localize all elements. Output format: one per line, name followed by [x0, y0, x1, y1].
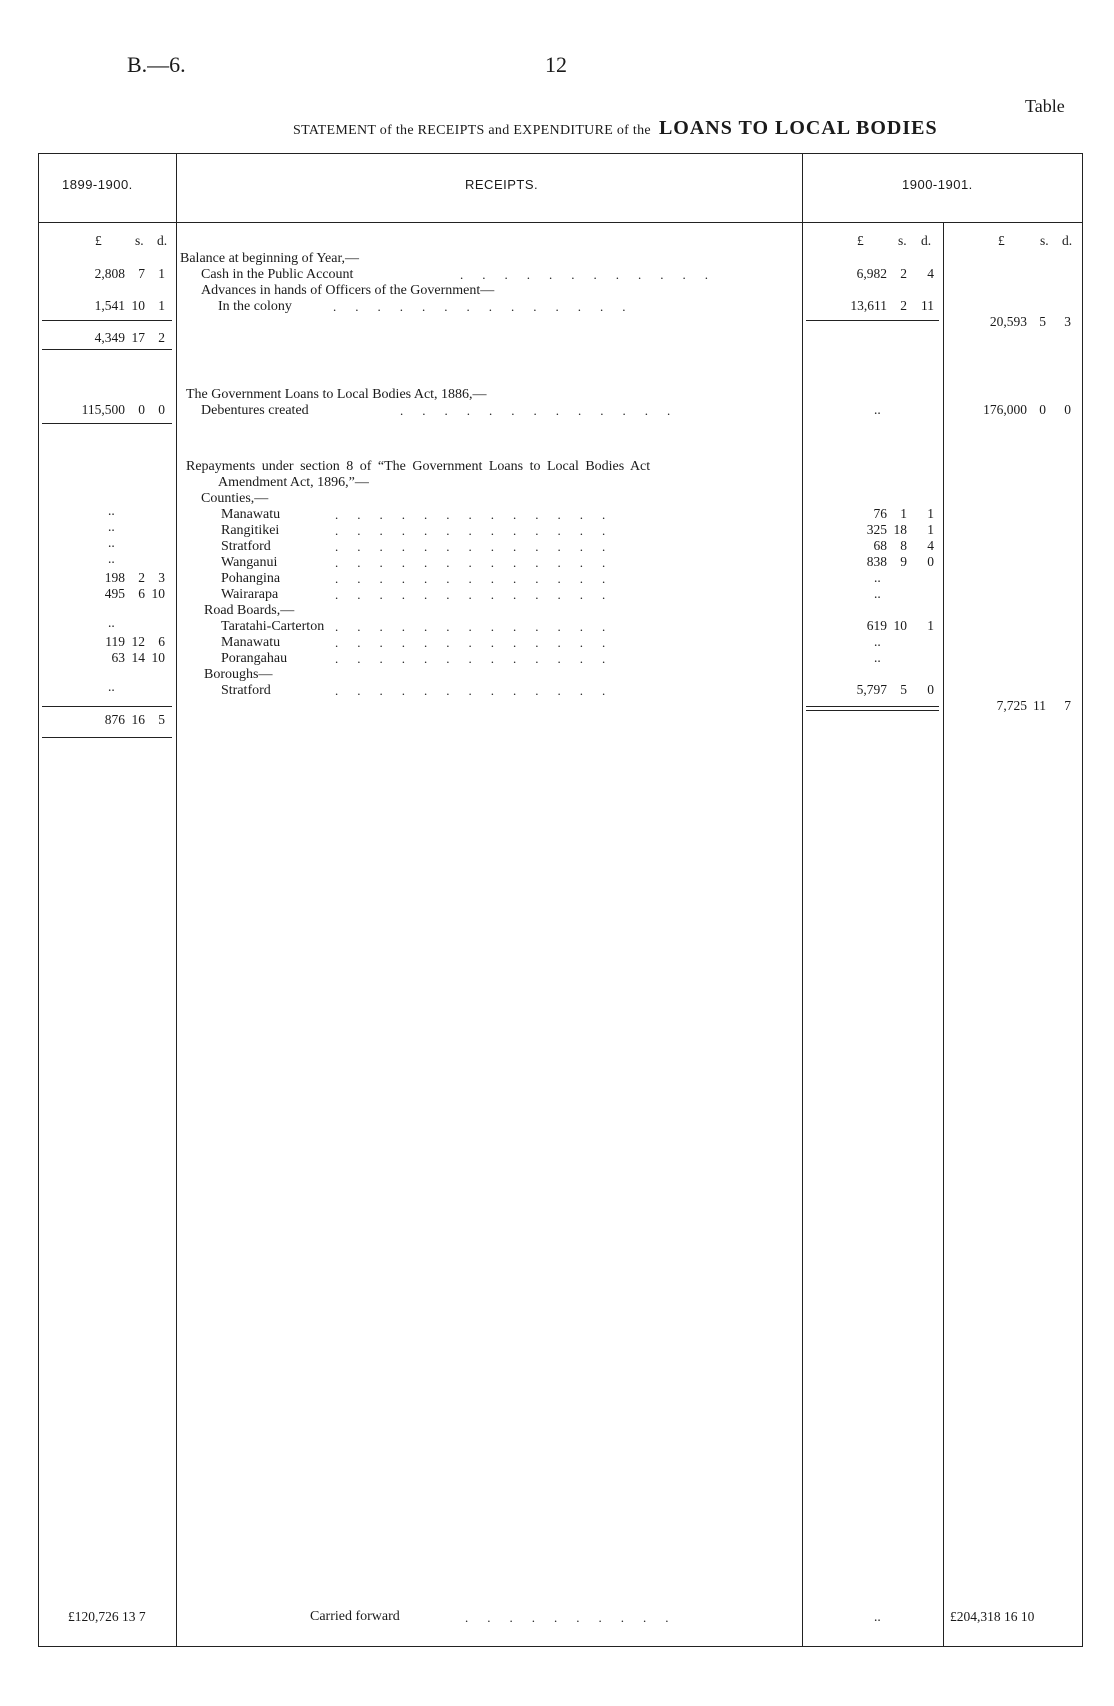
pence: 1 — [927, 522, 934, 537]
pounds: 198 — [104, 570, 125, 585]
shillings: 2 — [900, 298, 907, 313]
leader-dots: ............ — [460, 267, 727, 282]
leader-dots: ............. — [335, 523, 625, 538]
leader-dots: ............. — [335, 555, 625, 570]
empty-amount: .. — [874, 586, 881, 601]
pence: 2 — [158, 330, 165, 345]
leader-dots: ............. — [335, 635, 625, 650]
shillings: 2 — [900, 266, 907, 281]
repayment-name: Rangitikei — [221, 523, 280, 538]
pence: 10 — [151, 586, 165, 601]
repayment-name: Pohangina — [221, 571, 281, 586]
pence: 5 — [158, 712, 165, 727]
empty-amount: .. — [108, 679, 115, 694]
pounds: 5,797 — [856, 682, 887, 697]
shillings: 0 — [1039, 402, 1046, 417]
balance-heading: Balance at beginning of Year,— — [180, 251, 360, 266]
pence: 0 — [927, 682, 934, 697]
leader-dots: ............. — [335, 587, 625, 602]
shillings: 0 — [138, 402, 145, 417]
pence: 0 — [927, 554, 934, 569]
pounds: 4,349 — [94, 330, 125, 345]
advances-label: Advances in hands of Officers of the Government— — [201, 283, 495, 298]
pounds: 838 — [866, 554, 887, 569]
pounds: 115,500 — [81, 402, 125, 417]
boroughs-label: Boroughs— — [204, 667, 273, 682]
col-header-left-year: 1899-1900. — [62, 177, 133, 192]
pence: 1 — [158, 298, 165, 313]
page-ref: B.—6. — [127, 52, 186, 77]
title-bold: LOANS TO LOCAL BODIES — [658, 117, 938, 139]
debentures-label: Debentures created — [201, 403, 309, 418]
statement-title — [293, 117, 938, 140]
leader-dots: ............. — [335, 539, 625, 554]
mid-grand-empty: .. — [874, 1609, 881, 1624]
shillings: 17 — [131, 330, 145, 345]
repayment-name: Wairarapa — [221, 587, 279, 602]
leader-dots: ............. — [335, 683, 625, 698]
pence-symbol: d. — [921, 233, 932, 248]
leader-dots: ............. — [335, 507, 625, 522]
repayment-name: Manawatu — [221, 507, 281, 522]
shillings: 11 — [1033, 698, 1046, 713]
title-prefix: STATEMENT of the RECEIPTS and EXPENDITURE of the — [293, 123, 651, 138]
pounds: 76 — [873, 506, 887, 521]
repayment-name: Porangahau — [221, 651, 288, 666]
pence: 1 — [927, 506, 934, 521]
page-number: 12 — [545, 52, 567, 77]
empty-amount: .. — [108, 551, 115, 566]
pound-symbol: £ — [998, 233, 1005, 248]
left-grand-total: £120,726 13 7 — [68, 1609, 146, 1624]
pounds: 876 — [104, 712, 125, 727]
repayment-name: Taratahi-Carterton — [221, 619, 325, 634]
pounds: 6,982 — [856, 266, 887, 281]
empty-amount: .. — [108, 519, 115, 534]
pounds: 325 — [866, 522, 887, 537]
pounds: 176,000 — [983, 402, 1027, 417]
shillings: 8 — [900, 538, 907, 553]
pounds: 7,725 — [996, 698, 1027, 713]
col-header-right-year: 1900-1901. — [902, 177, 973, 192]
empty-amount: .. — [108, 503, 115, 518]
leader-dots: ............. — [335, 651, 625, 666]
counties-label: Counties,— — [201, 491, 269, 506]
pounds: 119 — [105, 634, 125, 649]
pence: 1 — [158, 266, 165, 281]
pence: 10 — [151, 650, 165, 665]
leader-dots: .............. — [333, 299, 645, 314]
pounds: 20,593 — [989, 314, 1027, 329]
pence-symbol: d. — [1062, 233, 1073, 248]
col-header-receipts: RECEIPTS. — [465, 177, 539, 192]
table-label: Table — [1025, 96, 1065, 116]
pounds: 2,808 — [94, 266, 125, 281]
shillings: 14 — [131, 650, 145, 665]
empty-amount: .. — [874, 570, 881, 585]
repayment-name: Wanganui — [221, 555, 278, 570]
pounds: 1,541 — [94, 298, 125, 313]
repayments-heading-cont: Amendment Act, 1896,”— — [218, 475, 369, 490]
shillings: 1 — [900, 506, 907, 521]
leader-dots: ............. — [335, 619, 625, 634]
pence: 0 — [1064, 402, 1071, 417]
empty-amount: .. — [874, 650, 881, 665]
carried-forward-label: Carried forward — [310, 1609, 400, 1624]
mid-debentures-empty: .. — [874, 402, 881, 417]
shilling-symbol: s. — [898, 233, 907, 248]
empty-amount: .. — [108, 535, 115, 550]
shillings: 7 — [138, 266, 145, 281]
shillings: 16 — [131, 712, 145, 727]
shilling-symbol: s. — [135, 233, 144, 248]
repayment-name: Stratford — [221, 683, 271, 698]
shilling-symbol: s. — [1040, 233, 1049, 248]
pence: 1 — [927, 618, 934, 633]
pence: 0 — [158, 402, 165, 417]
loans-act-heading: The Government Loans to Local Bodies Act, 1886,— — [186, 387, 487, 402]
leader-dots: .......... — [465, 1610, 688, 1625]
pounds: 13,611 — [850, 298, 887, 313]
road-boards-label: Road Boards,— — [204, 603, 295, 618]
pence: 11 — [921, 298, 934, 313]
repayments-heading: Repayments under section 8 of “The Government Loans to Local Bodies Act — [186, 459, 651, 474]
shillings: 6 — [138, 586, 145, 601]
pounds: 68 — [873, 538, 887, 553]
repayment-name: Manawatu — [221, 635, 281, 650]
right-grand-total: £204,318 16 10 — [950, 1609, 1035, 1624]
pound-symbol: £ — [95, 233, 102, 248]
pence: 4 — [927, 538, 934, 553]
shillings: 9 — [900, 554, 907, 569]
pounds: 495 — [104, 586, 125, 601]
shillings: 10 — [893, 618, 907, 633]
pence: 3 — [1064, 314, 1071, 329]
pound-symbol: £ — [857, 233, 864, 248]
pence-symbol: d. — [157, 233, 168, 248]
shillings: 2 — [138, 570, 145, 585]
pence: 7 — [1064, 698, 1071, 713]
colony-label: In the colony — [218, 299, 292, 314]
shillings: 10 — [131, 298, 145, 313]
cash-label: Cash in the Public Account — [201, 267, 354, 282]
repayment-name: Stratford — [221, 539, 271, 554]
pounds: 619 — [866, 618, 887, 633]
pence: 4 — [927, 266, 934, 281]
shillings: 5 — [1039, 314, 1046, 329]
pence: 3 — [158, 570, 165, 585]
shillings: 5 — [900, 682, 907, 697]
shillings: 18 — [893, 522, 907, 537]
empty-amount: .. — [874, 634, 881, 649]
pence: 6 — [158, 634, 165, 649]
leader-dots: ............. — [400, 403, 690, 418]
empty-amount: .. — [108, 615, 115, 630]
pounds: 63 — [111, 650, 125, 665]
shillings: 12 — [131, 634, 145, 649]
leader-dots: ............. — [335, 571, 625, 586]
